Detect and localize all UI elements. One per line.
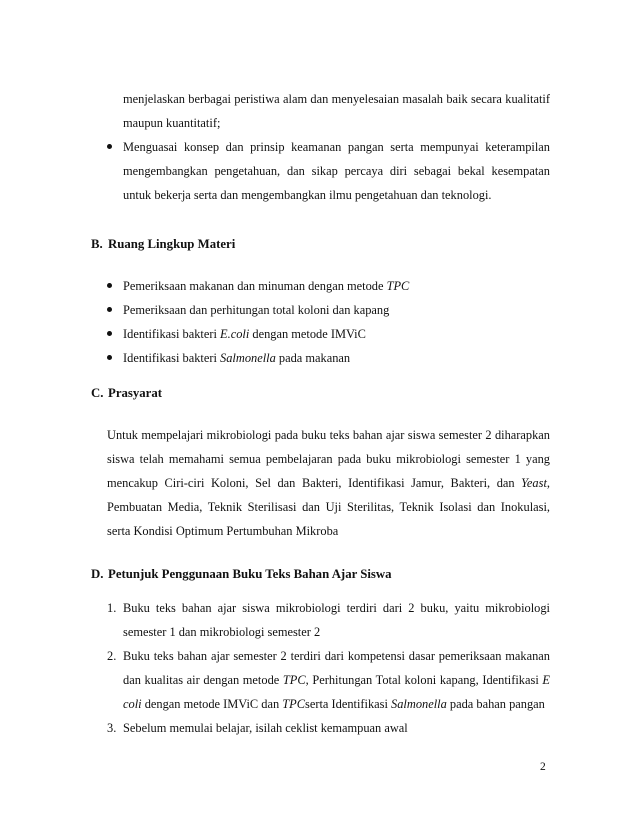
item-text: Buku teks bahan ajar semester 2 terdiri dari kompetensi dasar pemeriksaan makanan dan kualitas air dengan metode xyxy=(123,649,550,687)
page-number: 2 xyxy=(540,761,546,773)
item-italic-text: TPC xyxy=(386,279,410,293)
section-heading-c xyxy=(91,386,162,401)
list-item xyxy=(107,298,550,322)
item-text: , Perhitungan Total koloni kapang, Identifikasi xyxy=(305,673,543,687)
section-heading-d xyxy=(91,567,392,582)
instructions-list xyxy=(107,596,550,740)
item-italic-text: TPC xyxy=(282,697,306,711)
item-text: Pemeriksaan makanan dan minuman dengan metode xyxy=(123,279,387,293)
list-item xyxy=(107,346,550,370)
paragraph-italic-text: Yeast xyxy=(521,476,547,490)
item-number: 2. xyxy=(107,649,117,663)
item-text: Pemeriksaan dan perhitungan total koloni dan kapang xyxy=(123,303,390,317)
paragraph-text: Untuk mempelajari mikrobiologi pada buku teks bahan ajar siswa semester 2 diharapkan siswa telah memahami semua pembelajaran pada buku mikrobiologi semester 1 yang mencakup Ciri-ciri Koloni, Sel dan Bakteri, Identifikasi Jamur, Bakteri, dan xyxy=(107,428,550,490)
list-item xyxy=(107,274,550,298)
list-item xyxy=(107,644,550,716)
section-letter: B. xyxy=(91,237,103,251)
item-text: Buku teks bahan ajar siswa mikrobiologi terdiri dari 2 buku, yaitu mikrobiologi semester 1 dan mikrobiologi semester 2 xyxy=(123,601,550,639)
item-italic-text: E.coli xyxy=(220,327,250,341)
section-heading-b xyxy=(91,237,235,252)
item-text: serta Identifikasi xyxy=(305,697,392,711)
item-italic-text: Salmonella xyxy=(220,351,276,365)
item-number: 1. xyxy=(107,601,117,615)
prerequisite-paragraph xyxy=(107,423,550,543)
intro-bullet-list xyxy=(107,135,550,207)
list-item xyxy=(107,716,550,740)
list-item xyxy=(107,596,550,644)
item-text: Identifikasi bakteri xyxy=(123,327,221,341)
section-title: Petunjuk Penggunaan Buku Teks Bahan Ajar Siswa xyxy=(108,567,392,581)
item-number: 3. xyxy=(107,721,117,735)
item-italic-text: TPC xyxy=(282,673,306,687)
item-italic-text: E coli xyxy=(123,673,550,711)
section-letter: C. xyxy=(91,386,104,400)
item-text: dengan metode IMViC xyxy=(249,327,366,341)
section-title: Prasyarat xyxy=(108,386,163,400)
scope-bullet-list xyxy=(107,274,550,370)
intro-continuation-text: menjelaskan berbagai peristiwa alam dan menyelesaian masalah baik secara kualitatif maupun kuantitatif; xyxy=(123,92,550,130)
section-title: Ruang Lingkup Materi xyxy=(108,237,236,251)
section-letter: D. xyxy=(91,567,104,581)
item-text: pada bahan pangan xyxy=(446,697,545,711)
item-text: Identifikasi bakteri xyxy=(123,351,221,365)
paragraph-text: , Pembuatan Media, Teknik Sterilisasi dan Uji Sterilitas, Teknik Isolasi dan Inokulasi, serta Kondisi Optimum Pertumbuhan Mikroba xyxy=(107,476,550,538)
item-text: Sebelum memulai belajar, isilah ceklist kemampuan awal xyxy=(123,721,408,735)
item-text: dengan metode IMViC dan xyxy=(141,697,283,711)
item-text: pada makanan xyxy=(275,351,351,365)
item-italic-text: Salmonella xyxy=(391,697,447,711)
list-item xyxy=(107,322,550,346)
list-item: Menguasai konsep dan prinsip keamanan pangan serta mempunyai keterampilan mengembangkan pengetahuan, dan sikap percaya diri sebagai bekal kesempatan untuk bekerja serta dan mengembangkan ilmu pengetahuan dan teknologi. xyxy=(107,135,550,207)
